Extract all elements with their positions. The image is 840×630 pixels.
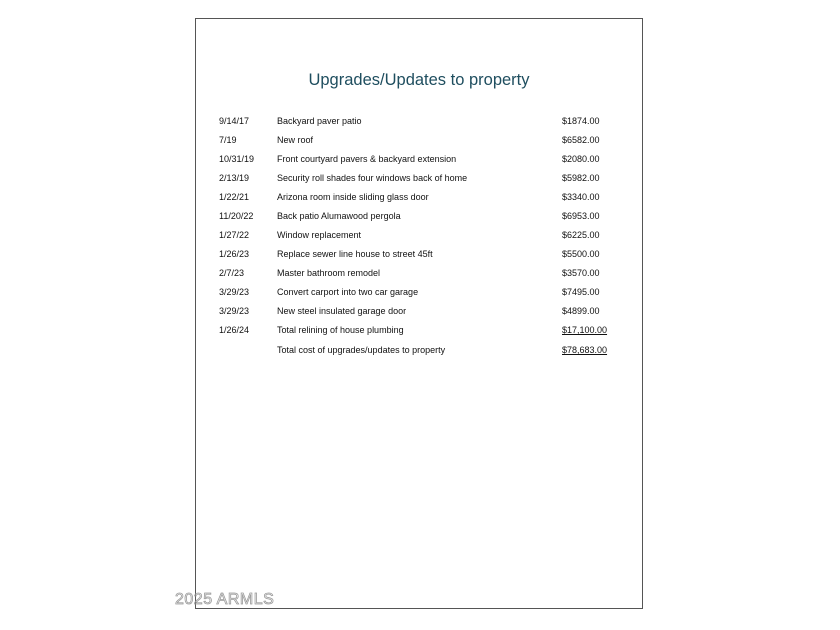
item-date: 11/20/22: [219, 211, 254, 221]
item-date: 1/26/24: [219, 325, 250, 335]
upgrades-list: [196, 113, 642, 361]
item-amount: $6225.00: [562, 230, 600, 240]
item-amount: $5500.00: [562, 249, 600, 259]
item-description: Replace sewer line house to street 45ft: [277, 249, 433, 259]
item-date: 10/31/19: [219, 154, 255, 164]
item-description: Front courtyard pavers & backyard extension: [277, 154, 457, 164]
list-item: [196, 170, 642, 189]
item-description: Backyard paver patio: [277, 116, 362, 126]
item-date: 1/22/21: [219, 192, 250, 202]
item-amount: $4899.00: [562, 306, 600, 316]
item-amount: $2080.00: [562, 154, 600, 164]
item-date: 1/26/23: [219, 249, 250, 259]
item-date: 9/14/17: [219, 116, 250, 126]
list-item: [196, 189, 642, 208]
watermark: 2025 ARMLS: [175, 591, 275, 608]
item-date: 2/7/23: [219, 268, 245, 278]
item-amount: $17,100.00: [562, 325, 608, 335]
item-amount: $3570.00: [562, 268, 600, 278]
total-row: [196, 342, 642, 361]
item-description: Back patio Alumawood pergola: [277, 211, 401, 221]
total-amount: $78,683.00: [562, 345, 608, 355]
item-description: New steel insulated garage door: [277, 306, 407, 316]
item-amount: $5982.00: [562, 173, 600, 183]
item-description: Master bathroom remodel: [277, 268, 381, 278]
list-item: [196, 227, 642, 246]
list-item: [196, 113, 642, 132]
item-date: 3/29/23: [219, 287, 250, 297]
item-description: Convert carport into two car garage: [277, 287, 419, 297]
item-description: Arizona room inside sliding glass door: [277, 192, 429, 202]
item-description: New roof: [277, 135, 314, 145]
list-item: [196, 132, 642, 151]
list-item: [196, 246, 642, 265]
list-item: [196, 303, 642, 322]
list-item: [196, 208, 642, 227]
total-description: Total cost of upgrades/updates to property: [277, 345, 446, 355]
list-item: [196, 284, 642, 303]
item-description: Total relining of house plumbing: [277, 325, 404, 335]
document-title: Upgrades/Updates to property: [308, 71, 530, 89]
item-amount: $6953.00: [562, 211, 600, 221]
item-amount: $7495.00: [562, 287, 600, 297]
item-amount: $3340.00: [562, 192, 600, 202]
document-page: [195, 18, 643, 609]
list-item: [196, 322, 642, 341]
item-date: 7/19: [219, 135, 237, 145]
list-item: [196, 265, 642, 284]
item-amount: $1874.00: [562, 116, 600, 126]
item-date: 1/27/22: [219, 230, 250, 240]
item-date: 2/13/19: [219, 173, 250, 183]
list-item: [196, 151, 642, 170]
item-description: Security roll shades four windows back of home: [277, 173, 468, 183]
item-description: Window replacement: [277, 230, 362, 240]
item-amount: $6582.00: [562, 135, 600, 145]
item-date: 3/29/23: [219, 306, 250, 316]
